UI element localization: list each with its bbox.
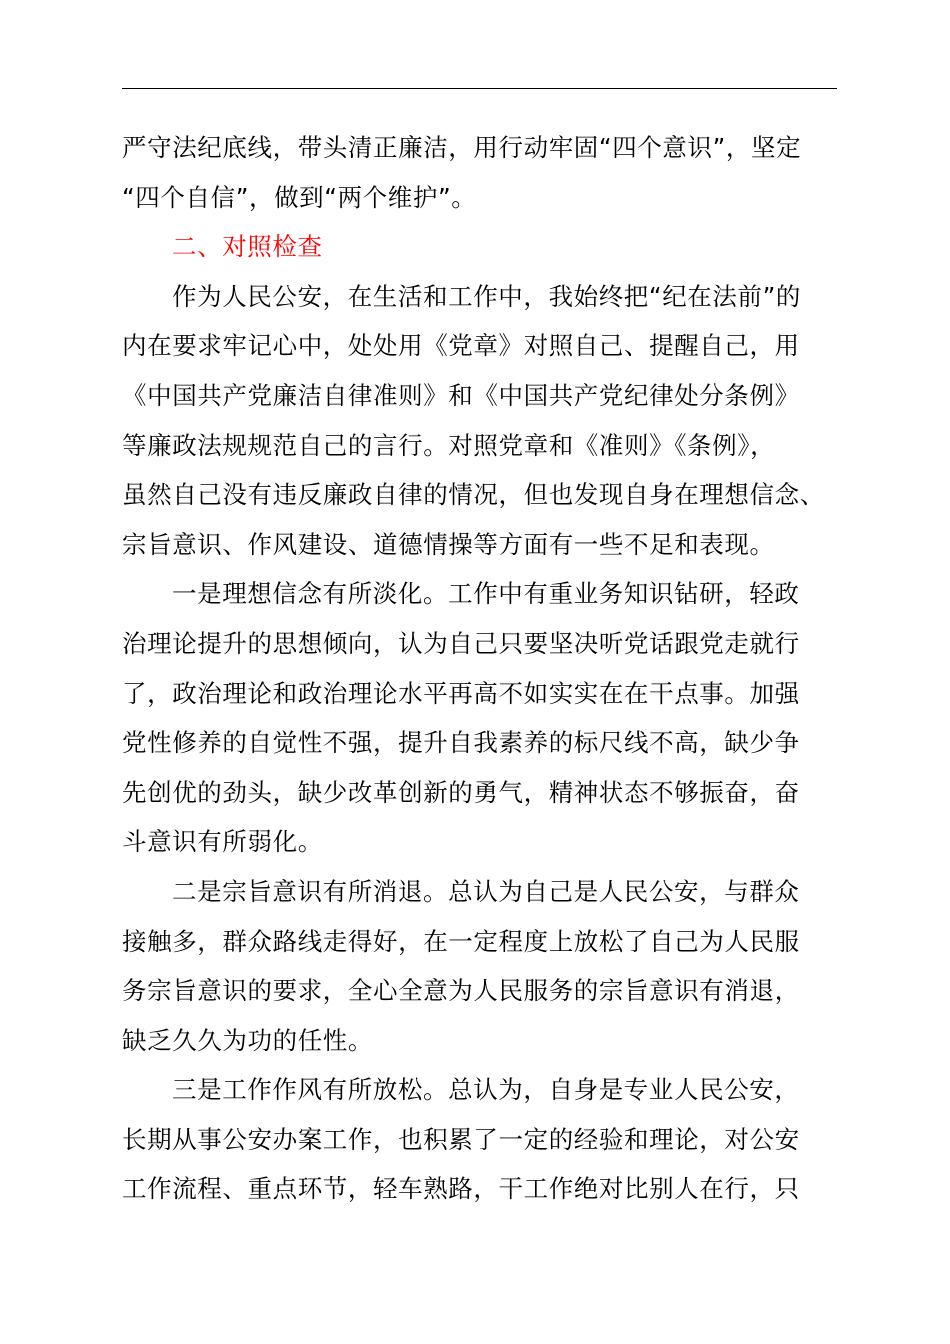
text-line: 内在要求牢记心中，处处用《党章》对照自己、提醒自己，用 (122, 331, 800, 361)
text-line: 先创优的劲头，缺少改革创新的勇气，精神状态不够振奋，奋 (122, 777, 800, 807)
text-line: 长期从事公安办案工作，也积累了一定的经验和理论，对公安 (122, 1124, 800, 1154)
text-line: 了，政治理论和政治理论水平再高不如实实在在干点事。加强 (122, 678, 800, 708)
paragraph-start-line: 一是理想信念有所淡化。工作中有重业务知识钻研，轻政 (172, 579, 800, 609)
text-line: “四个自信”，做到“两个维护”。 (122, 182, 477, 212)
section-heading: 二、对照检查 (172, 232, 323, 262)
text-line: 虽然自己没有违反廉政自律的情况，但也发现自身在理想信念、 (122, 480, 825, 510)
text-line: 工作流程、重点环节，轻车熟路，干工作绝对比别人在行，只 (122, 1174, 800, 1204)
text-line: 接触多，群众路线走得好，在一定程度上放松了自己为人民服 (122, 926, 800, 956)
text-line: 《中国共产党廉洁自律准则》和《中国共产党纪律处分条例》 (122, 380, 800, 410)
paragraph-start-line: 二是宗旨意识有所消退。总认为自己是人民公安，与群众 (172, 876, 800, 906)
text-line: 宗旨意识、作风建设、道德情操等方面有一些不足和表现。 (122, 529, 775, 559)
document-body (122, 123, 850, 1214)
text-line: 等廉政法规规范自己的言行。对照党章和《准则》《条例》， (122, 430, 776, 460)
text-line: 务宗旨意识的要求，全心全意为人民服务的宗旨意识有消退， (122, 976, 800, 1006)
header-rule (122, 88, 837, 89)
text-line: 治理论提升的思想倾向，认为自己只要坚决听党话跟党走就行 (122, 628, 800, 658)
text-line: 斗意识有所弱化。 (122, 827, 323, 857)
paragraph-start-line: 三是工作作风有所放松。总认为，自身是专业人民公安， (172, 1075, 800, 1105)
text-line: 党性修养的自觉性不强，提升自我素养的标尺线不高，缺少争 (122, 728, 800, 758)
text-line: 严守法纪底线，带头清正廉洁，用行动牢固“四个意识”，坚定 (122, 133, 802, 162)
text-line: 缺乏久久为功的任性。 (122, 1025, 373, 1055)
paragraph-start-line: 作为人民公安，在生活和工作中，我始终把“纪在法前”的 (172, 281, 801, 311)
